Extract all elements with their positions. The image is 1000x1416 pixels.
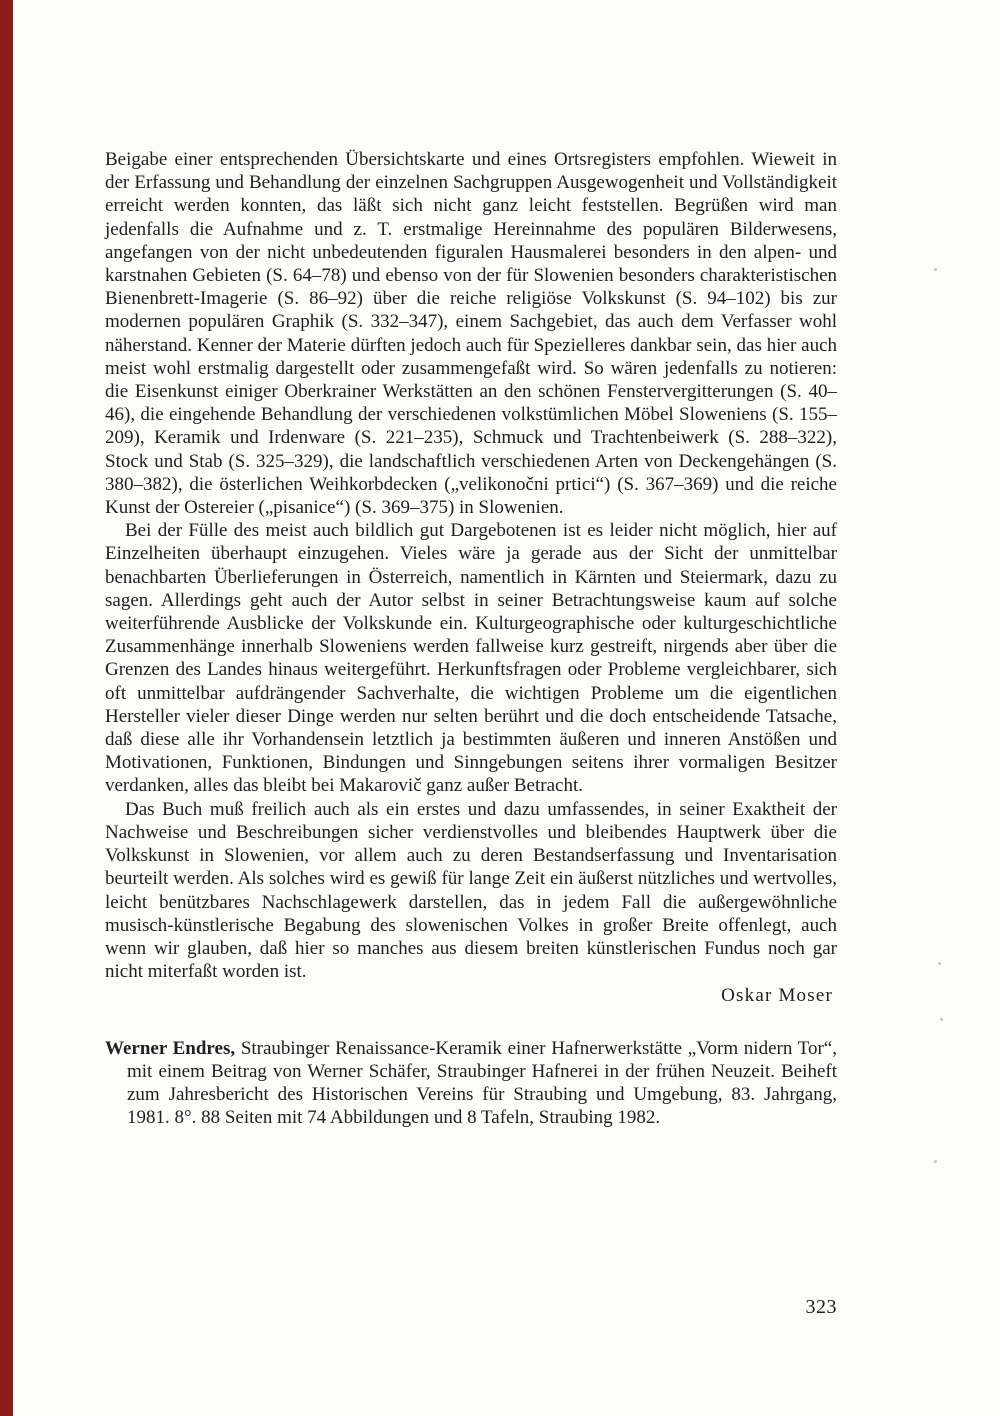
scan-speck xyxy=(938,962,941,965)
text-block xyxy=(105,148,837,1129)
scan-speck xyxy=(934,268,937,271)
page-number: 323 xyxy=(805,1296,837,1318)
entry-text: Straubinger Renaissance-Keramik einer Hafnerwerkstätte „Vorm nidern Tor“, mit einem Beitrag von Werner Schäfer, Straubinger Hafnerei in der frühen Neuzeit. Beiheft zum Jahresbericht des Historischen Vereins für Straubing und Umgebung, 83. Jahrgang, 1981. 8°. 88 Seiten mit 74 Abbildungen und 8 Tafeln, Straubing 1982. xyxy=(127,1037,837,1129)
reviewer-signature: Oskar Moser xyxy=(721,985,833,1007)
book-spine-edge xyxy=(0,0,13,1416)
review-paragraph-2: Bei der Fülle des meist auch bildlich gut Dargebotenen ist es leider nicht möglich, hier auf Einzelheiten überhaupt einzugehen. Vieles wäre ja gerade aus der Sicht der unmittelbar benachbarten Überlieferungen in Österreich, namentlich in Kärnten und Steiermark, dazu zu sagen. Allerdings geht auch der Autor selbst in seiner Betrachtungsweise kaum auf solche weiterführende Ausblicke der Volkskunde ein. Kulturgeographische oder kulturgeschichtliche Zusammenhänge innerhalb Sloweniens werden fallweise kurz gestreift, nirgends aber über die Grenzen des Landes hinaus weitergeführt. Herkunftsfragen oder Probleme vergleichbarer, sich oft unmittelbar aufdrängender Sachverhalte, die wichtigen Probleme um die eigentlichen Hersteller vieler dieser Dinge werden nur selten berührt und die doch entscheidende Tatsache, daß diese alle ihr Vorhandensein letztlich ja bestimmten äußeren und inneren Anstößen und Motivationen, Funktionen, Bindungen und Sinngebungen seitens ihrer vormaligen Besitzer verdanken, alles das bleibt bei Makarovič ganz außer Betracht. xyxy=(105,520,837,797)
scan-speck xyxy=(940,1018,943,1021)
scan-speck xyxy=(934,1160,937,1163)
review-paragraph-1: Beigabe einer entsprechenden Übersichtskarte und eines Ortsregisters empfohlen. Wieweit in der Erfassung und Behandlung der einzelnen Sachgruppen Ausgewogenheit und Vollständigkeit erreicht werden konnten, das läßt sich nicht ganz leicht feststellen. Begrüßen wird man jedenfalls die Aufnahme und z. T. erstmalige Hereinnahme des populären Bilderwesens, angefangen von der nicht unbedeutenden figuralen Hausmalerei besonders in den alpen- und karstnahen Gebieten (S. 64–78) und ebenso von der für Slowenien besonders charakteristischen Bienenbrett-Imagerie (S. 86–92) über die reiche religiöse Volkskunst (S. 94–102) bis zur modernen populären Graphik (S. 332–347), einem Sachgebiet, das auch dem Verfasser wohl näherstand. Kenner der Materie dürften jedoch auch für Spezielleres dankbar sein, das hier auch meist wohl erstmalig dargestellt oder zusammengefaßt wird. So wären jedenfalls zu notieren: die Eisenkunst einiger Oberkrainer Werkstätten an den schönen Fenstervergitterungen (S. 40–46), die eingehende Behandlung der verschiedenen volkstümlichen Möbel Sloweniens (S. 155–209), Keramik und Irdenware (S. 221–235), Schmuck und Trachtenbeiwerk (S. 288–322), Stock und Stab (S. 325–329), die landschaftlich verschiedenen Arten von Deckengehängen (S. 380–382), die österlichen Weihkorbdecken („velikonočni prtici“) (S. 367–369) und die reiche Kunst der Ostereier („pisanice“) (S. 369–375) in Slowenien. xyxy=(105,149,837,519)
review-paragraph-3: Das Buch muß freilich auch als ein erstes und dazu umfassendes, in seiner Exaktheit der Nachweise und Beschreibungen sicher verdienstvolles und bleibendes Hauptwerk über die Volkskunst in Slowenien, vor allem auch zu deren Bestandserfassung und Inventarisation beurteilt werden. Als solches wird es gewiß für lange Zeit ein äußerst nützliches und wertvolles, leicht benützbares Nachschlagewerk darstellen, das in jedem Fall die außergewöhnliche musisch-künstlerische Begabung des slowenischen Volkes in großer Breite offenlegt, auch wenn wir glauben, daß hier so manches aus diesem breiten künstlerischen Fundus noch gar nicht miterfaßt worden ist. xyxy=(105,798,837,983)
entry-author: Werner Endres, xyxy=(105,1037,236,1059)
bibliographic-entry xyxy=(105,1037,837,1130)
